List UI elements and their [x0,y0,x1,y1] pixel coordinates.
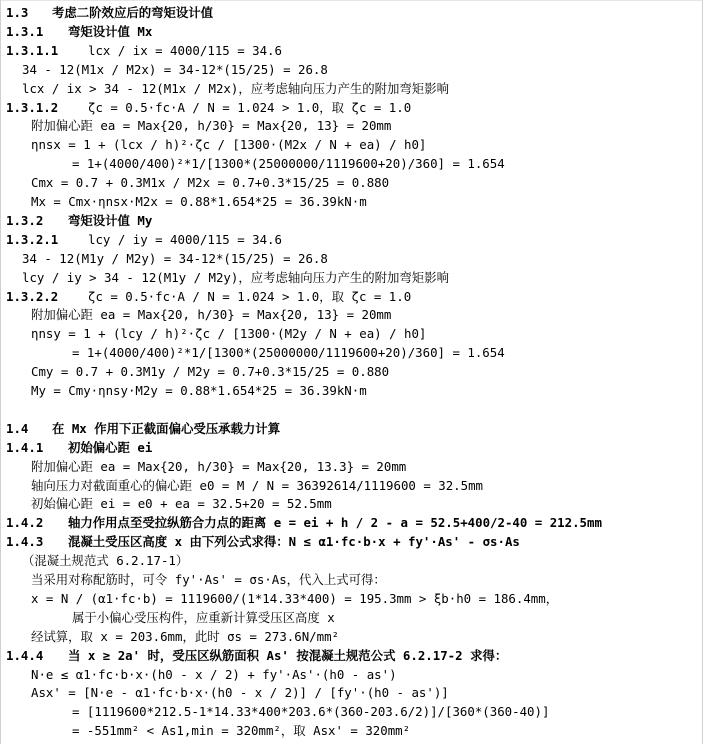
calculation-line: = [1119600*212.5-1*14.33*400*203.6*(360-203.6/2)]/[360*(360-40)] [72,704,550,720]
calculation-line: 属于小偏心受压构件，应重新计算受压区高度 x [72,609,335,625]
section-number: 1.3.1.2 [6,99,59,115]
section-heading: 考虑二阶效应后的弯矩设计值 [52,5,214,20]
section-number: 1.3.1 [6,23,44,39]
formula-step-heading: lcx / ix = 4000/115 = 34.6 [88,42,282,58]
section-number: 1.3.2 [6,212,44,228]
section-number: 1.4.2 [6,515,44,531]
calculation-line: Cmx = 0.7 + 0.3M1x / M2x = 0.7+0.3*15/25 = 0.880 [31,175,390,191]
formula-step-heading: ζc = 0.5·fc·A / N = 1.024 > 1.0，取 ζc = 1.0 [88,99,412,115]
calculation-line: 附加偏心距 ea = Max{20, h/30} = Max{20, 13.3} = 20mm [31,458,407,474]
calculation-line: 经试算，取 x = 203.6mm，此时 σs = 273.6N/mm² [31,628,339,644]
calculation-line: x = N / (α1·fc·b) = 1119600/(1*14.33*400) = 195.3mm > ξb·h0 = 186.4mm， [31,590,559,606]
calculation-line: = 1+(4000/400)²*1/[1300*(25000000/1119600+20)/360] = 1.654 [72,345,505,361]
section-number: 1.3 [6,5,29,20]
calculation-line: My = Cmy·ηnsy·M2y = 0.88*1.654*25 = 36.39kN·m [31,383,367,398]
calculation-line: 34 - 12(M1y / M2y) = 34-12*(15/25) = 26.8 [22,250,328,266]
section-number: 1.3.1.1 [6,42,59,58]
calculation-line: = -551mm² < As1,min = 320mm²，取 Asx' = 320mm² [72,723,411,739]
calculation-line: Cmy = 0.7 + 0.3M1y / M2y = 0.7+0.3*15/25 = 0.880 [31,364,390,380]
subsection-heading: 混凝土受压区高度 x 由下列公式求得：N ≤ α1·fc·b·x + fy'·As' - σs·As [68,534,520,550]
subsection-heading: 轴力作用点至受拉纵筋合力点的距离 e = ei + h / 2 - a = 52.5+400/2-40 = 212.5mm [68,515,602,531]
calculation-line: lcx / ix > 34 - 12(M1x / M2x)，应考虑轴向压力产生的附加弯矩影响 [22,80,449,96]
section-number: 1.4.3 [6,534,44,550]
calculation-line: N·e ≤ α1·fc·b·x·(h0 - x / 2) + fy'·As'·(h0 - as') [31,666,397,682]
calculation-line: ηnsx = 1 + (lcx / h)²·ζc / [1300·(M2x / N + ea) / h0] [31,137,427,153]
subsection-heading: 初始偏心距 ei [68,439,153,455]
calculation-line: Asx' = [N·e - α1·fc·b·x·(h0 - x / 2)] / [fy'·(h0 - as')] [31,685,449,701]
calculation-line: 附加偏心距 ea = Max{20, h/30} = Max{20, 13} = 20mm [31,307,392,323]
subsection-heading: 弯矩设计值 Mx [68,23,153,39]
calculation-line: 初始偏心距 ei = e0 + ea = 32.5+20 = 52.5mm [31,496,332,512]
section-number: 1.4.1 [6,439,44,455]
subsection-heading: 弯矩设计值 My [68,212,153,228]
calculation-line: lcy / iy > 34 - 12(M1y / M2y)，应考虑轴向压力产生的附加弯矩影响 [22,269,449,285]
section-number: 1.4.4 [6,647,44,663]
page-left-edge [0,0,1,744]
calculation-line: 附加偏心距 ea = Max{20, h/30} = Max{20, 13} = 20mm [31,118,392,134]
formula-step-heading: ζc = 0.5·fc·A / N = 1.024 > 1.0，取 ζc = 1.0 [88,288,412,304]
subsection-heading: 当 x ≥ 2a' 时，受压区纵筋面积 As' 按混凝土规范公式 6.2.17-2 求得： [68,647,508,663]
calculation-line: Mx = Cmx·ηnsx·M2x = 0.88*1.654*25 = 36.39kN·m [31,194,367,209]
calculation-line: 轴向压力对截面重心的偏心距 e0 = M / N = 36392614/1119600 = 32.5mm [31,477,484,493]
calculation-line: （混凝土规范式 6.2.17-1） [22,553,189,569]
section-heading: 在 Mx 作用下正截面偏心受压承载力计算 [52,420,281,436]
page-top-edge [0,0,703,1]
section-number: 1.4 [6,420,29,436]
calculation-line: = 1+(4000/400)²*1/[1300*(25000000/1119600+20)/360] = 1.654 [72,156,505,172]
calculation-line: 34 - 12(M1x / M2x) = 34-12*(15/25) = 26.8 [22,61,328,77]
calculation-line: ηnsy = 1 + (lcy / h)²·ζc / [1300·(M2y / N + ea) / h0] [31,326,427,342]
calculation-line: 当采用对称配筋时，可令 fy'·As' = σs·As，代入上式可得： [31,572,386,587]
formula-step-heading: lcy / iy = 4000/115 = 34.6 [88,231,282,247]
section-number: 1.3.2.1 [6,231,59,247]
section-number: 1.3.2.2 [6,288,59,304]
